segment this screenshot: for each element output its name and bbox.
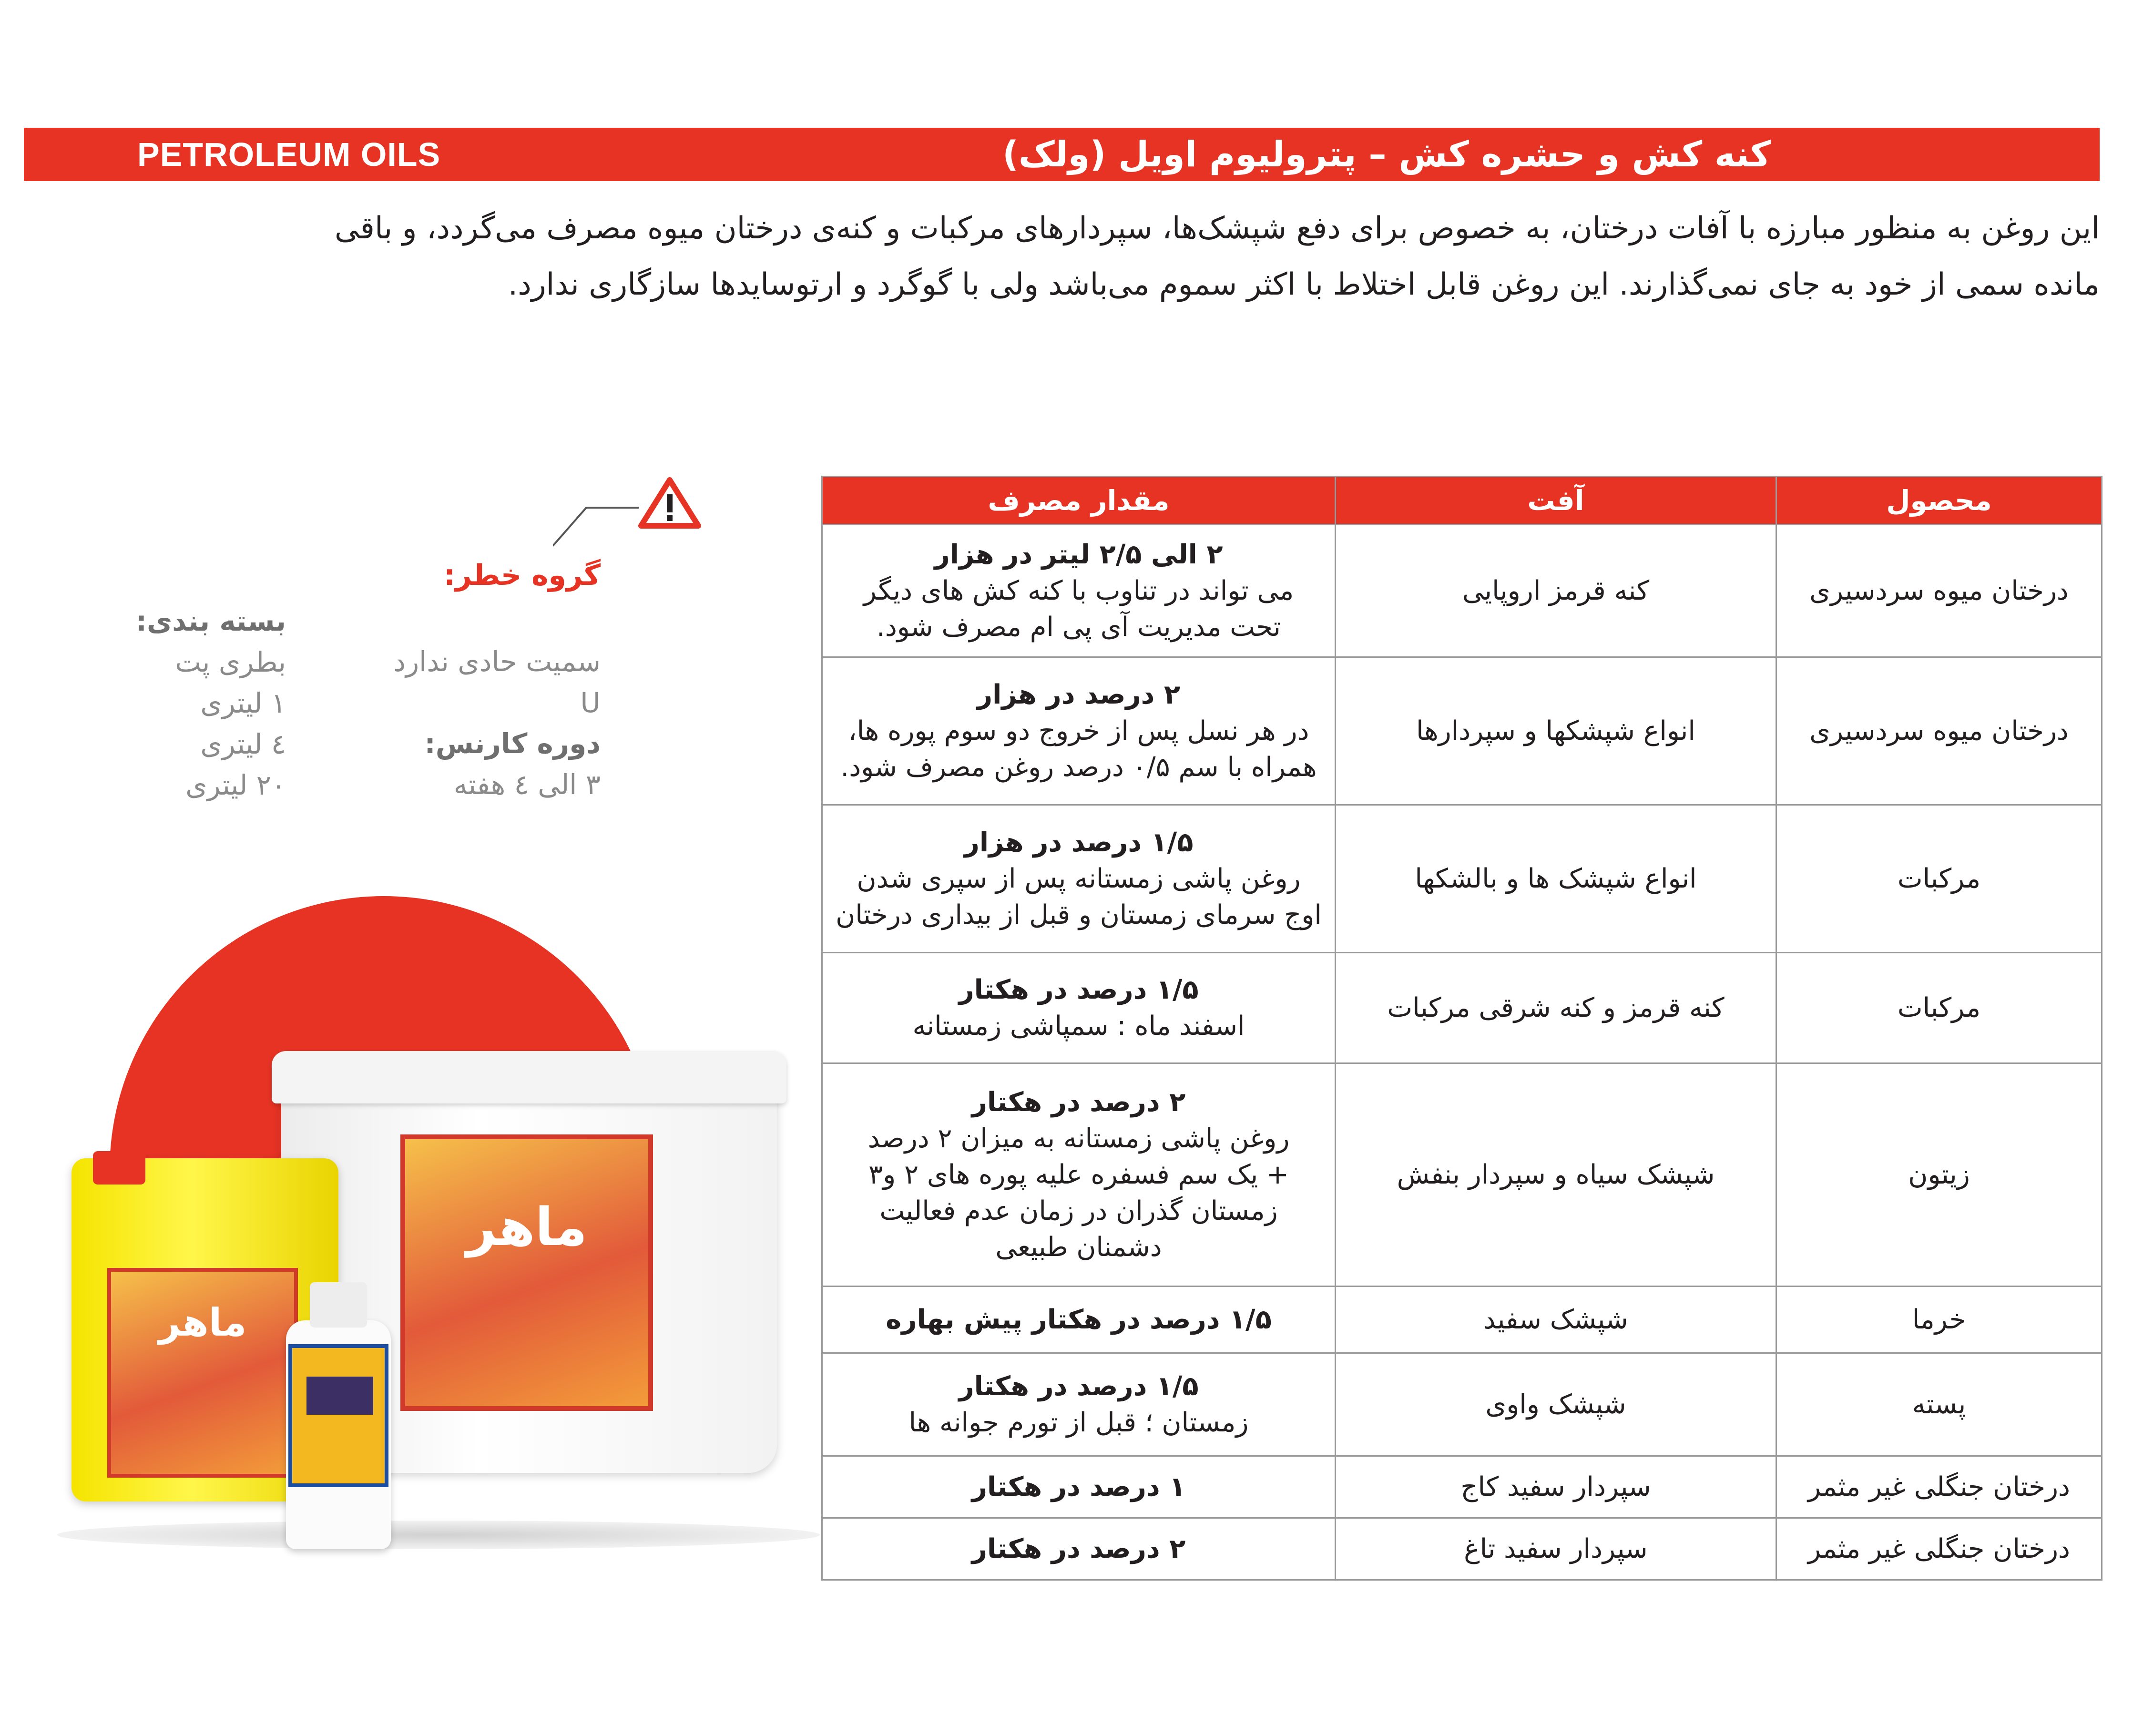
table-row [822,953,2102,1063]
cell-dose [822,1353,1336,1456]
cell-crop: مرکبات [1776,805,2102,953]
warning-icon [553,474,705,551]
cell-dose [822,1518,1336,1580]
bottle-label-band [306,1377,373,1415]
dose-note: + یک سم فسفره علیه پوره های ۲ و۳ [868,1159,1289,1190]
product-shadow [57,1521,820,1549]
dose-amount: ۱/۵ درصد در هکتار [959,974,1199,1005]
intro-line: این روغن به منظور مبارزه با آفات درختان، به خصوص برای دفع شپشک‌ها، سپردارهای مرکبات و کنه‌ی درختان میوه مصرف می‌گردد، و باقی [335,211,2100,246]
dose-note: روغن پاشی زمستانه پس از سپری شدن [857,863,1301,894]
cell-pest: کنه قرمز اروپایی [1336,525,1776,657]
dose-amount: ۱/۵ درصد در هکتار پیش بهاره [886,1304,1272,1335]
header-dose: مقدار مصرف [822,477,1336,525]
dose-note: اسفند ماه : سمپاشی زمستانه [912,1010,1245,1042]
packaging-item: ۱ لیتری [200,687,286,719]
cell-dose [822,953,1336,1063]
packaging-item: ٤ لیتری [200,728,286,760]
bucket-lid [272,1051,786,1103]
table-row [822,1287,2102,1353]
packaging-item: بطری پت [175,646,286,678]
table-row [822,1063,2102,1287]
cell-crop: درختان میوه سردسیری [1776,525,2102,657]
dose-amount: ۱/۵ درصد در هزار [964,827,1194,858]
cell-crop: درختان میوه سردسیری [1776,657,2102,805]
phi-value: ۳ الی ٤ هفته [453,768,601,801]
dose-note: زمستان ؛ قبل از تورم جوانه ها [908,1407,1249,1438]
cell-pest: کنه قرمز و کنه شرقی مرکبات [1336,953,1776,1063]
cell-crop: درختان جنگلی غیر مثمر [1776,1456,2102,1518]
table-row [822,1353,2102,1456]
phi-label: دوره کارنس: [424,727,601,760]
hazard-info [393,641,601,805]
cell-pest: انواع شپشکها و سپردارها [1336,657,1776,805]
dose-note: روغن پاشی زمستانه به میزان ۲ درصد [867,1123,1290,1154]
cell-pest: شپشک واوی [1336,1353,1776,1456]
table-row [822,525,2102,657]
dose-note: دشمنان طبیعی [995,1231,1162,1263]
dose-amount: ۲ الی ۲/۵ لیتر در هزار [934,539,1223,570]
cell-pest: شپشک سیاه و سپردار بنفش [1336,1063,1776,1287]
cell-pest: سپردار سفید تاغ [1336,1518,1776,1580]
cell-dose [822,657,1336,805]
jug-cap [93,1151,145,1185]
brand-logo: ماهر [466,1196,588,1257]
jug-label [107,1268,298,1478]
cell-crop: پسته [1776,1353,2102,1456]
title-persian: کنه کش و حشره کش – پترولیوم اویل (ولک) [1002,134,1771,175]
dose-amount: ۲ درصد در هکتار [971,1086,1186,1118]
dose-note: همراه با سم ۰/۵ درصد روغن مصرف شود. [840,751,1317,783]
intro-line: مانده سمی از خود به جای نمی‌گذارند. این روغن قابل اختلاط با اکثر سموم می‌باشد ولی با گوگرد و ارتوسایدها سازگاری ندارد. [508,267,2100,302]
cell-crop: زیتون [1776,1063,2102,1287]
packaging-item: ۲۰ لیتری [185,769,286,801]
cell-crop: خرما [1776,1287,2102,1353]
table-header-row [822,477,2102,525]
cell-dose [822,1287,1336,1353]
packaging-info [136,601,286,806]
cell-dose [822,525,1336,657]
header-crop: محصول [1776,477,2102,525]
dose-note: اوج سرمای زمستان و قبل از بیداری درختان [836,899,1322,930]
dose-amount: ۱/۵ درصد در هکتار [959,1370,1199,1402]
table-row [822,1456,2102,1518]
cell-pest: انواع شپشک ها و بالشکها [1336,805,1776,953]
bottle-label [288,1344,388,1487]
cell-dose [822,1456,1336,1518]
cell-dose [822,805,1336,953]
intro-paragraph [24,200,2100,313]
brand-logo: ماهر [158,1300,247,1345]
dose-amount: ۱ درصد در هکتار [971,1471,1186,1502]
dose-amount: ۲ درصد در هکتار [971,1533,1186,1564]
table-row [822,657,2102,805]
cell-crop: مرکبات [1776,953,2102,1063]
toxicity-text: سمیت حادی ندارد [393,645,601,678]
hazard-group-title: گروه خطر: [444,559,601,592]
table-row [822,1518,2102,1580]
table-row [822,805,2102,953]
dose-note: تحت مدیریت آی پی ام مصرف شود. [877,611,1281,643]
header-pest: آفت [1336,477,1776,525]
bottle-cap [310,1282,367,1328]
cell-dose [822,1063,1336,1287]
hazard-class: U [580,686,601,719]
dose-note: زمستان گذران در زمان عدم فعالیت [879,1195,1278,1226]
cell-crop: درختان جنگلی غیر مثمر [1776,1518,2102,1580]
dose-note: در هر نسل پس از خروج دو سوم پوره ها، [848,715,1309,746]
dose-note: می تواند در تناوب با کنه کش های دیگر [863,575,1294,606]
bucket-label [400,1134,653,1411]
cell-pest: شپشک سفید [1336,1287,1776,1353]
packaging-label: بسته بندی: [135,605,286,637]
dose-amount: ۲ درصد در هزار [977,679,1181,710]
cell-pest: سپردار سفید کاج [1336,1456,1776,1518]
usage-table [821,476,2102,1581]
title-english: PETROLEUM OILS [137,136,441,173]
